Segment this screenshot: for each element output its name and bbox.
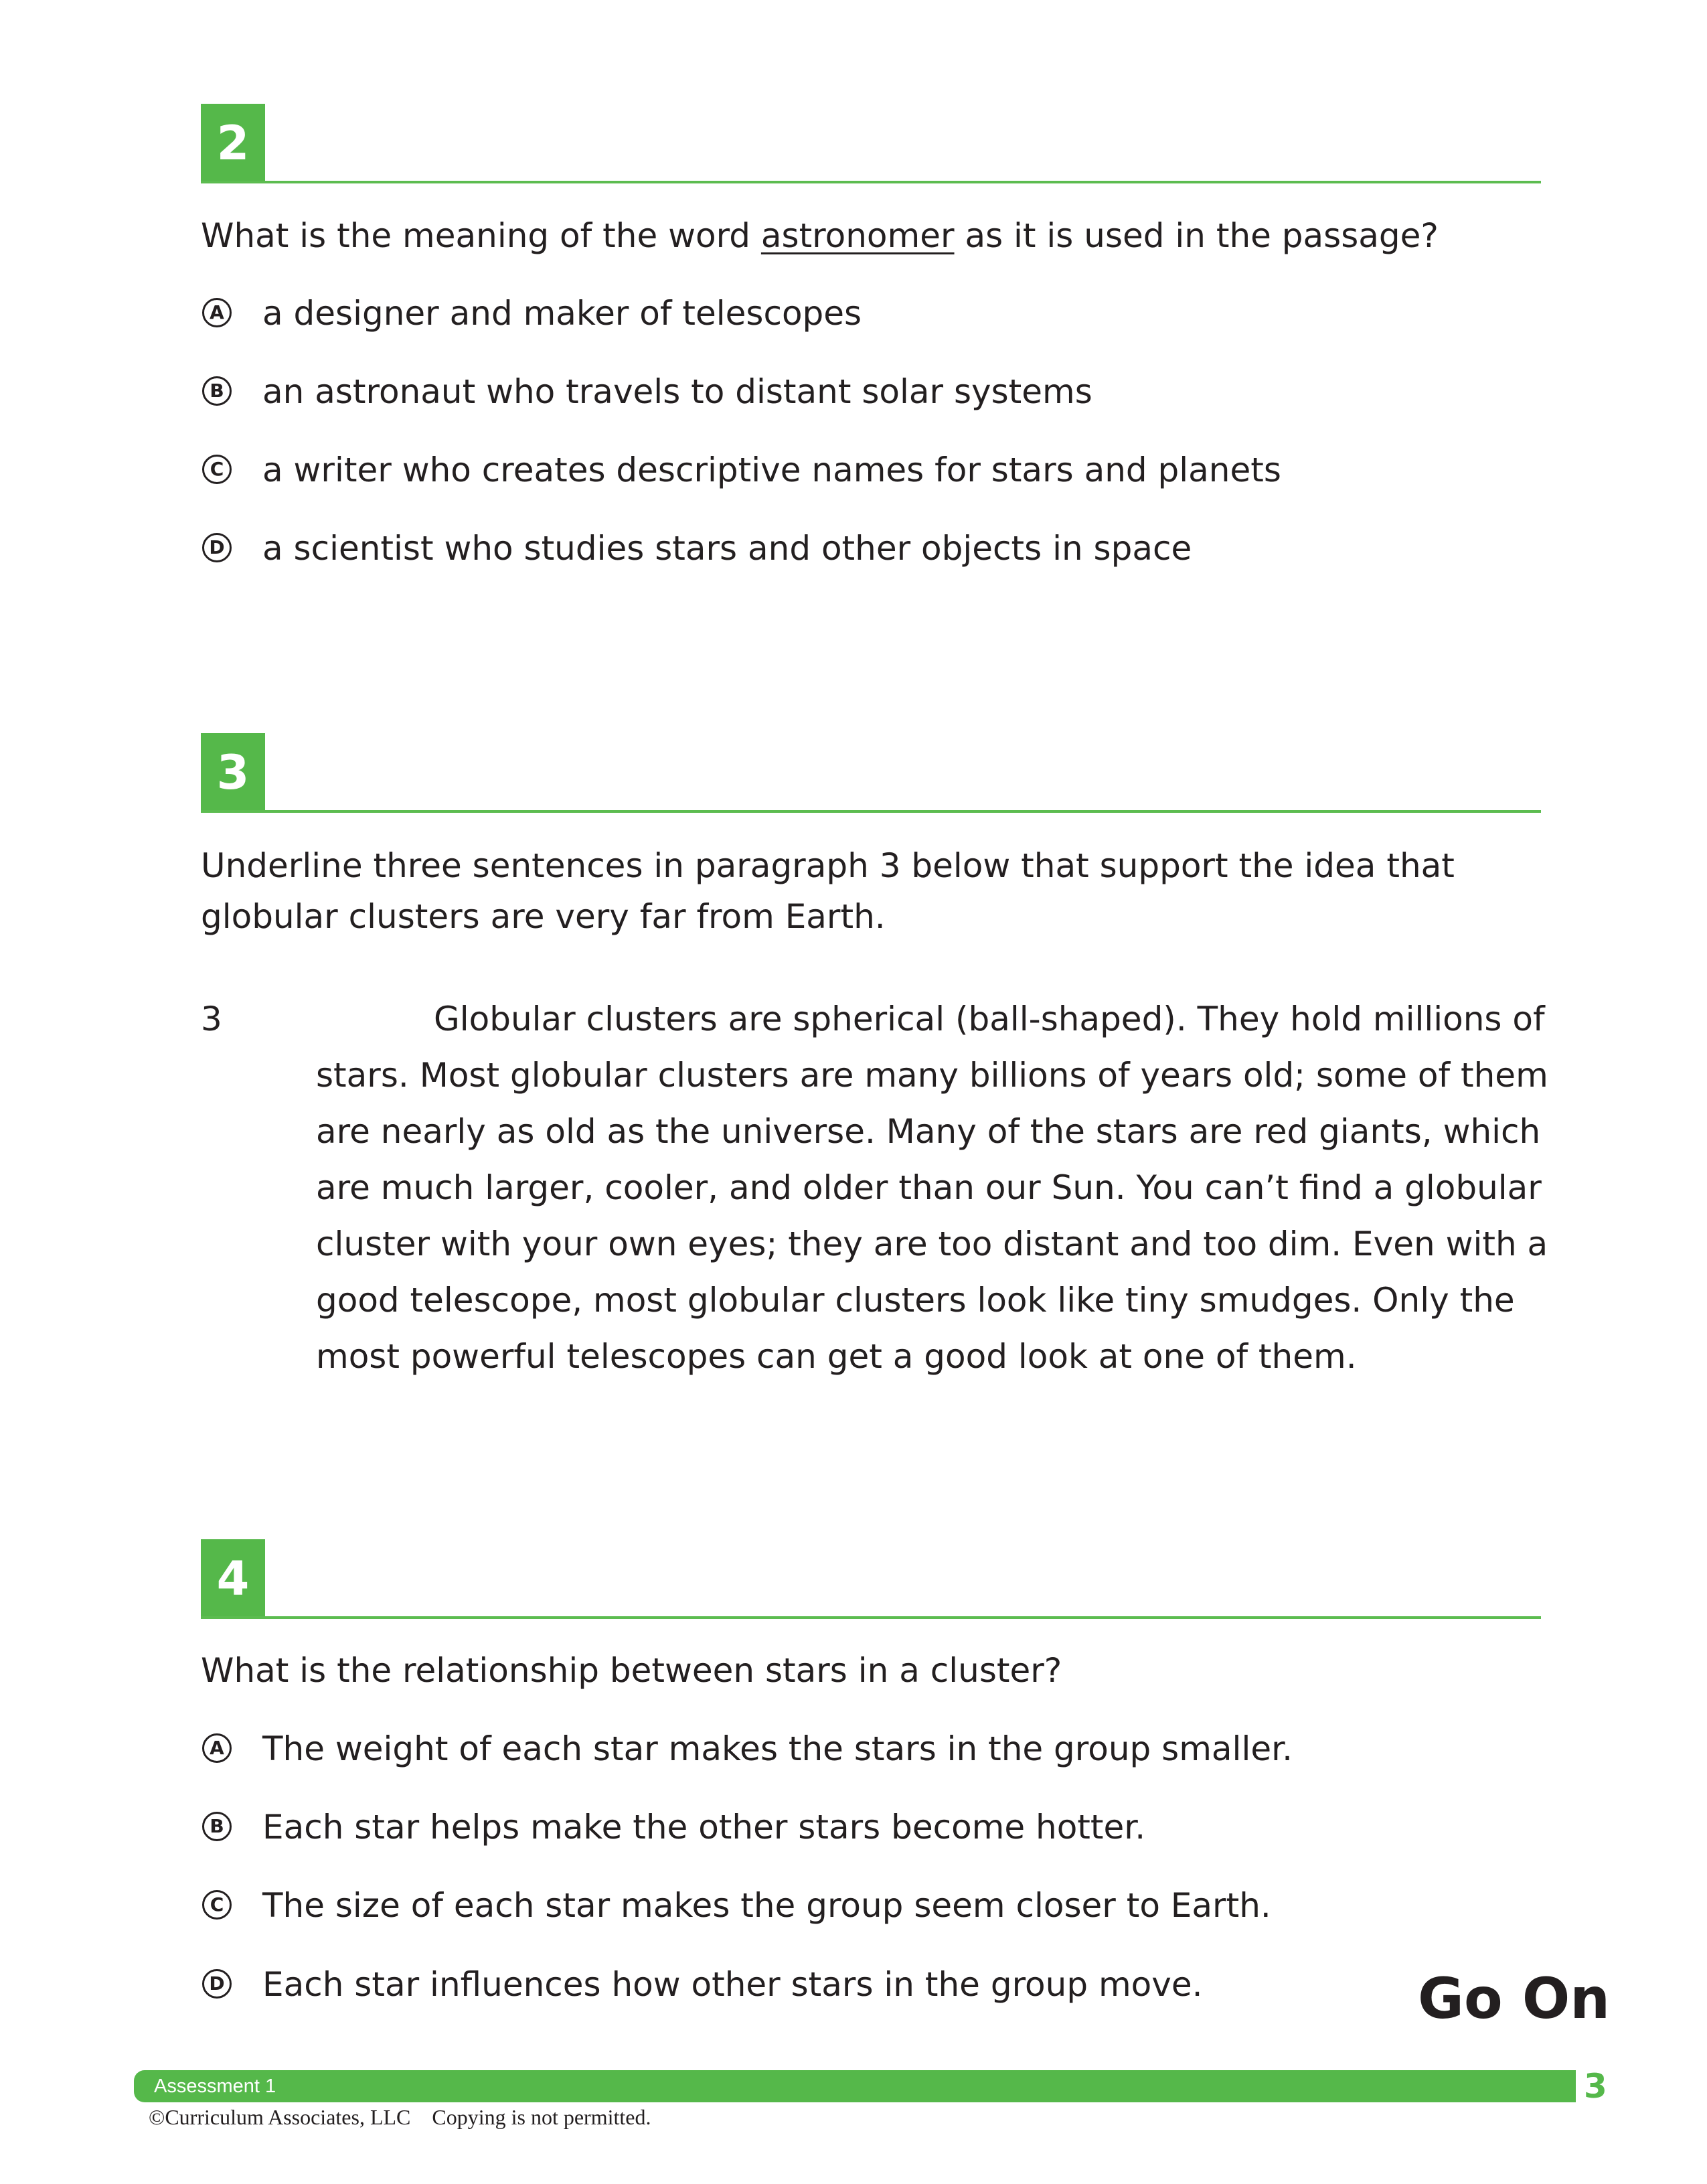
answer-bubble-icon[interactable]: C: [202, 455, 232, 484]
answer-text: a designer and maker of telescopes: [262, 294, 862, 333]
question-number-badge: 2: [201, 104, 265, 183]
question-4-prompt: What is the relationship between stars in a cluster?: [201, 1651, 1062, 1690]
question-3-instruction-line-2: globular clusters are very far from Earth.: [201, 897, 886, 936]
go-on-label: Go On: [1418, 1966, 1611, 2031]
answer-bubble-icon[interactable]: C: [202, 1890, 232, 1920]
answer-bubble-icon[interactable]: A: [202, 1733, 232, 1763]
passage-line[interactable]: cluster with your own eyes; they are too distant and too dim. Even with a: [316, 1225, 1548, 1263]
paragraph-number: 3: [201, 1000, 222, 1038]
header-rule: [201, 181, 1541, 183]
question-2-header: [201, 104, 1541, 184]
question-number-badge: 4: [201, 1539, 265, 1618]
footer-bar: [134, 2070, 1576, 2102]
answer-text: The size of each star makes the group seem closer to Earth.: [262, 1886, 1271, 1925]
question-4-header: [201, 1539, 1541, 1620]
copyright-notice: ©Curriculum Associates, LLC Copying is not permitted.: [149, 2105, 651, 2129]
passage-line[interactable]: stars. Most globular clusters are many billions of years old; some of them: [316, 1056, 1548, 1095]
answer-text: a scientist who studies stars and other objects in space: [262, 529, 1192, 568]
assessment-label: Assessment 1: [154, 2076, 276, 2097]
answer-text: an astronaut who travels to distant solar systems: [262, 372, 1092, 411]
answer-text: Each star influences how other stars in the group move.: [262, 1965, 1203, 2004]
question-2-prompt: What is the meaning of the word astronomer as it is used in the passage?: [201, 216, 1439, 255]
answer-text: Each star helps make the other stars become hotter.: [262, 1808, 1146, 1847]
passage-line[interactable]: good telescope, most globular clusters look like tiny smudges. Only the: [316, 1281, 1515, 1320]
passage-line[interactable]: are much larger, cooler, and older than our Sun. You can’t find a globular: [316, 1168, 1542, 1207]
answer-bubble-icon[interactable]: B: [202, 1812, 232, 1841]
question-3-instruction-line-1: Underline three sentences in paragraph 3 below that support the idea that: [201, 846, 1455, 885]
header-rule: [201, 810, 1541, 813]
question-3-header: [201, 733, 1541, 813]
answer-text: The weight of each star makes the stars in the group smaller.: [262, 1729, 1293, 1768]
passage-line[interactable]: most powerful telescopes can get a good look at one of them.: [316, 1337, 1357, 1376]
page-number: 3: [1584, 2067, 1607, 2106]
answer-bubble-icon[interactable]: D: [202, 1969, 232, 1999]
answer-bubble-icon[interactable]: B: [202, 376, 232, 406]
answer-text: a writer who creates descriptive names for stars and planets: [262, 451, 1281, 489]
question-number-badge: 3: [201, 733, 265, 812]
passage-paragraph[interactable]: [316, 991, 1548, 1385]
header-rule: [201, 1616, 1541, 1619]
answer-bubble-icon[interactable]: D: [202, 533, 232, 562]
answer-bubble-icon[interactable]: A: [202, 298, 232, 327]
passage-line[interactable]: are nearly as old as the universe. Many of the stars are red giants, which: [316, 1112, 1541, 1151]
vocabulary-word: astronomer: [760, 216, 955, 255]
passage-line[interactable]: Globular clusters are spherical (ball-shaped). They hold millions of: [434, 1000, 1545, 1038]
